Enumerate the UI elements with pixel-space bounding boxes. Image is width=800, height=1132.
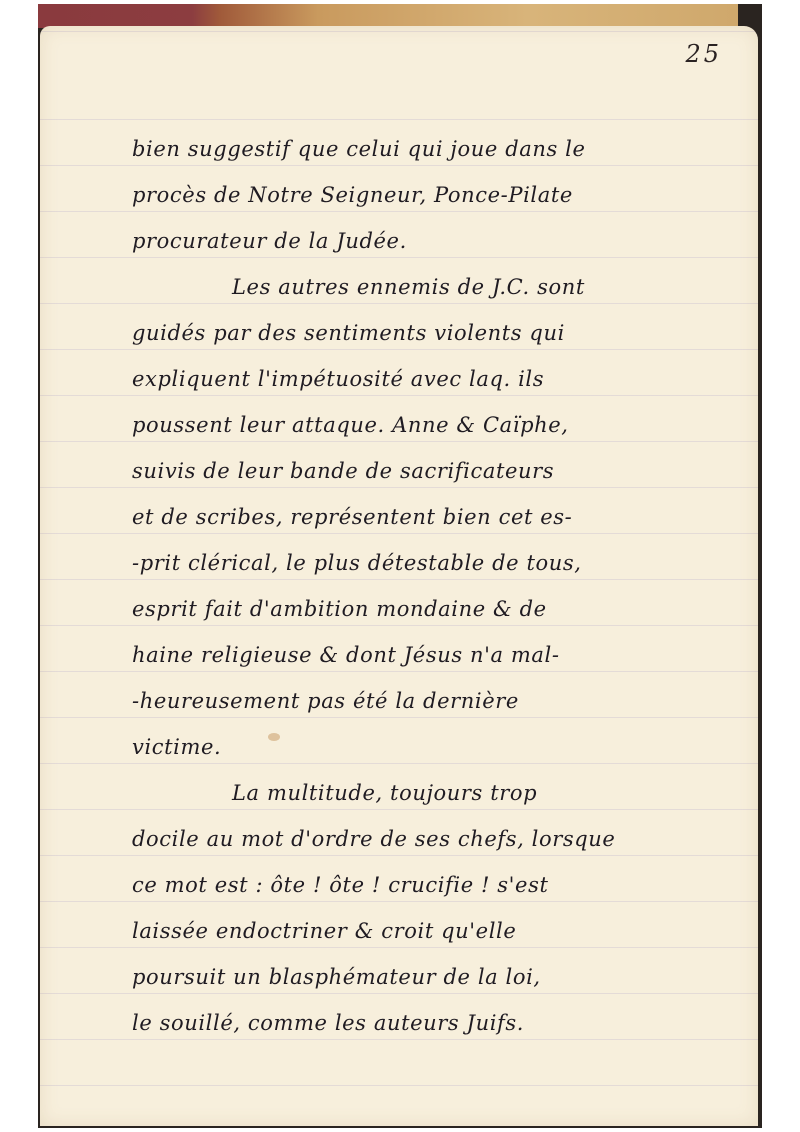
text-line: le souillé, comme les auteurs Juifs. bbox=[132, 1011, 525, 1035]
text-line: expliquent l'impétuosité avec laq. ils bbox=[132, 367, 545, 391]
text-line: poursuit un blasphémateur de la loi, bbox=[132, 965, 541, 989]
text-line: ce mot est : ôte ! ôte ! crucifie ! s'est bbox=[132, 873, 549, 897]
notebook-cover-edge bbox=[38, 4, 738, 28]
text-line: -heureusement pas été la dernière bbox=[132, 689, 519, 713]
text-line: guidés par des sentiments violents qui bbox=[132, 321, 565, 345]
text-line: bien suggestif que celui qui joue dans le bbox=[132, 137, 586, 161]
text-line: victime. bbox=[132, 735, 222, 759]
text-line: Les autres ennemis de J.C. sont bbox=[232, 275, 585, 299]
text-line: procurateur de la Judée. bbox=[132, 229, 407, 253]
text-line: La multitude, toujours trop bbox=[232, 781, 538, 805]
text-line: procès de Notre Seigneur, Ponce-Pilate bbox=[132, 183, 573, 207]
text-line: poussent leur attaque. Anne & Caïphe, bbox=[132, 413, 569, 437]
text-line: docile au mot d'ordre de ses chefs, lorsque bbox=[132, 827, 616, 851]
text-line: suivis de leur bande de sacrificateurs bbox=[132, 459, 555, 483]
text-line: -prit clérical, le plus détestable de tous, bbox=[132, 551, 582, 575]
text-line: haine religieuse & dont Jésus n'a mal- bbox=[132, 643, 560, 667]
text-line: esprit fait d'ambition mondaine & de bbox=[132, 597, 547, 621]
notebook-page bbox=[40, 26, 758, 1126]
handwritten-text bbox=[132, 126, 762, 1046]
text-line: et de scribes, représentent bien cet es- bbox=[132, 505, 573, 529]
page-number: 25 bbox=[685, 40, 722, 68]
text-line: laissée endoctriner & croit qu'elle bbox=[132, 919, 517, 943]
